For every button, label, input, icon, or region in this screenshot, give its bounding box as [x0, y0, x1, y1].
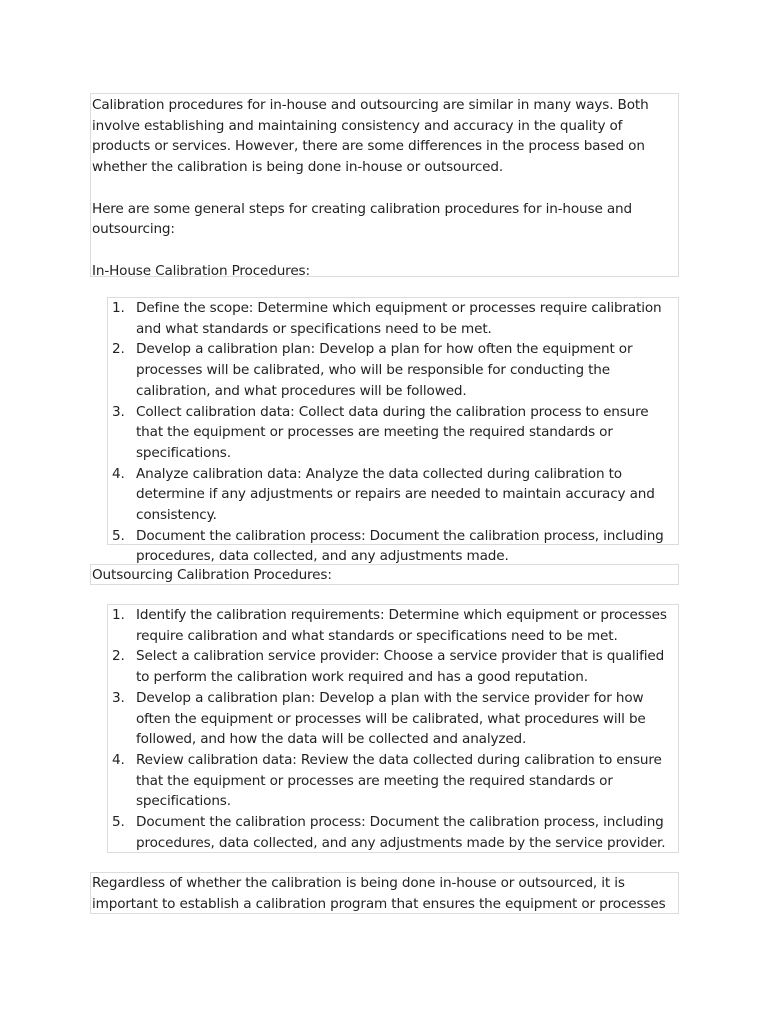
list-item-number: 3.: [112, 689, 125, 706]
intro-paragraph: Calibration procedures for in-house and outsourcing are similar in many ways. Both involve establishing and maintaining consistency and accuracy in the quality of products or services. However, there are some differences in the process based on whether the calibration is being done in-house or outsourced.: [92, 97, 649, 176]
list-item-text: Collect calibration data: Collect data during the calibration process to ensure that the equipment or processes are meeting the required standards or specifications.: [136, 403, 649, 461]
list-item-text: Review calibration data: Review the data collected during calibration to ensure that the equipment or processes are meeting the required standards or specifications.: [136, 751, 662, 810]
list-item-number: 4.: [112, 465, 125, 482]
list-item-number: 3.: [112, 403, 125, 420]
list-item: [108, 298, 678, 339]
list-item-number: 5.: [112, 527, 125, 544]
list-item-text: Document the calibration process: Document the calibration process, including procedures, data collected, and any adjustments made by the service provider.: [136, 814, 666, 851]
steps-intro-paragraph: Here are some general steps for creating calibration procedures for in-house and outsourcing:: [92, 200, 632, 238]
list-item-number: 1.: [112, 607, 125, 623]
inhouse-heading: In-House Calibration Procedures:: [92, 262, 310, 279]
list-item-number: 1.: [112, 300, 125, 316]
list-item-text: Develop a calibration plan: Develop a plan with the service provider for how often the equipment or processes will be calibrated, what procedures will be followed, and how the data will be collected and analyzed.: [136, 689, 646, 748]
closing-paragraph: Regardless of whether the calibration is being done in-house or outsourced, it is important to establish a calibration program that ensures the equipment or processes: [92, 875, 666, 912]
list-item-number: 2.: [112, 341, 125, 358]
list-item-text: Select a calibration service provider: Choose a service provider that is qualified to perform the calibration work required and has a good reputation.: [136, 648, 665, 686]
list-item-text: Document the calibration process: Document the calibration process, including procedures, data collected, and any adjustments made.: [136, 527, 664, 565]
list-item: [108, 402, 678, 464]
outsourcing-heading: Outsourcing Calibration Procedures:: [92, 567, 332, 583]
list-item: [108, 812, 678, 853]
list-item: [108, 688, 678, 750]
outsourcing-heading-block: [90, 564, 679, 585]
list-item-text: Identify the calibration requirements: Determine which equipment or processes require calibration and what standards or specifications need to be met.: [136, 607, 667, 644]
outsourcing-steps-list: [107, 604, 679, 853]
list-item-number: 2.: [112, 648, 125, 665]
list-item-text: Develop a calibration plan: Develop a plan for how often the equipment or processes will be calibrated, who will be responsible for conducting the calibration, and what procedures will be followed.: [136, 341, 633, 399]
list-item: [108, 464, 678, 526]
list-item: [108, 605, 678, 646]
list-item: [108, 526, 678, 567]
list-item: [108, 339, 678, 401]
intro-block: [90, 93, 679, 277]
list-item-number: 5.: [112, 814, 125, 831]
inhouse-steps-list: [107, 297, 679, 565]
list-item: [108, 750, 678, 812]
list-item: [108, 646, 678, 687]
list-item-text: Analyze calibration data: Analyze the data collected during calibration to determine if any adjustments or repairs are needed to maintain accuracy and consistency.: [136, 465, 655, 524]
closing-block: [90, 872, 679, 914]
list-item-text: Define the scope: Determine which equipment or processes require calibration and what standards or specifications need to be met.: [136, 300, 662, 337]
list-item-number: 4.: [112, 751, 125, 768]
